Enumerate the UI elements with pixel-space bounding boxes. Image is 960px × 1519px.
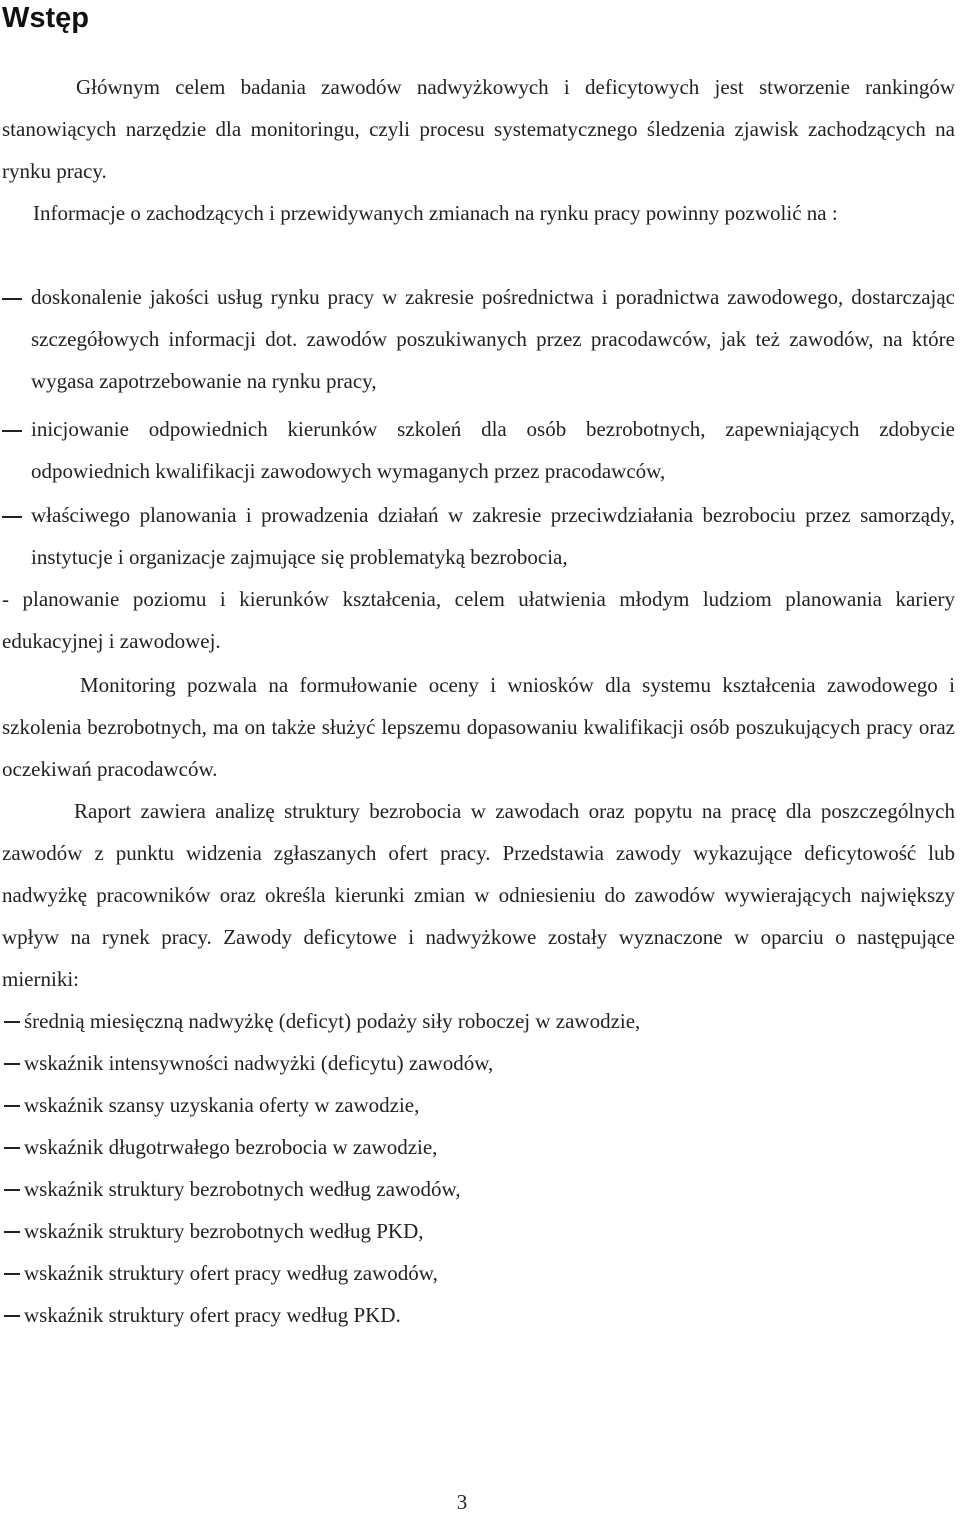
paragraph-monitoring: Monitoring pozwala na formułowanie oceny i wniosków dla systemu kształcenia zawodowego i szkolenia bezrobotnych, ma on także służyć lepszemu dopasowaniu kwalifikacji osób poszukujących pracy oraz oczekiwań pracodawców. bbox=[2, 673, 955, 781]
dash-bullet bbox=[4, 1273, 20, 1275]
dash-bullet bbox=[4, 1231, 20, 1233]
list-item bbox=[0, 1210, 960, 1252]
indicator-label: wskaźnik struktury ofert pracy według zawodów, bbox=[24, 1261, 438, 1285]
indicator-label: wskaźnik struktury ofert pracy według PKD. bbox=[24, 1303, 401, 1327]
dash-bullet bbox=[2, 516, 22, 518]
dash-bullet bbox=[4, 1021, 20, 1023]
dash-bullet bbox=[4, 1105, 20, 1107]
indicator-label: średnią miesięczną nadwyżkę (deficyt) podaży siły roboczej w zawodzie, bbox=[24, 1009, 641, 1033]
list-item bbox=[0, 1042, 960, 1084]
list-item bbox=[0, 1252, 960, 1294]
goal-item: inicjowanie odpowiednich kierunków szkoleń dla osób bezrobotnych, zapewniających zdobycie odpowiednich kwalifikacji zawodowych wymaganych przez pracodawców, bbox=[31, 417, 955, 483]
list-item bbox=[0, 1294, 960, 1336]
goal-item: właściwego planowania i prowadzenia działań w zakresie przeciwdziałania bezrobociu przez samorządy, instytucje i organizacje zajmujące się problematyką bezrobocia, bbox=[31, 503, 955, 569]
paragraph-report: Raport zawiera analizę struktury bezrobocia w zawodach oraz popytu na pracę dla poszczególnych zawodów z punktu widzenia zgłaszanych ofert pracy. Przedstawia zawody wykazujące deficytowość lub nadwyżkę pracowników oraz określa kierunki zmian w odniesieniu do zawodów wywierających największy wpływ na rynek pracy. Zawody deficytowe i nadwyżkowe zostały wyznaczone w oparciu o następujące mierniki: bbox=[2, 799, 955, 991]
indicator-label: wskaźnik struktury bezrobotnych według zawodów, bbox=[24, 1177, 461, 1201]
indicator-label: wskaźnik długotrwałego bezrobocia w zawodzie, bbox=[24, 1135, 438, 1159]
list-item bbox=[0, 1168, 960, 1210]
dash-bullet bbox=[4, 1063, 20, 1065]
goal-item: - planowanie poziomu i kierunków kształcenia, celem ułatwienia młodym ludziom planowania kariery edukacyjnej i zawodowej. bbox=[2, 587, 955, 653]
dash-bullet bbox=[2, 430, 22, 432]
dash-bullet bbox=[4, 1189, 20, 1191]
indicator-label: wskaźnik intensywności nadwyżki (deficytu) zawodów, bbox=[24, 1051, 494, 1075]
dash-bullet bbox=[4, 1315, 20, 1317]
list-item bbox=[0, 1000, 960, 1042]
goal-item: doskonalenie jakości usług rynku pracy w zakresie pośrednictwa i poradnictwa zawodowego, dostarczając szczegółowych informacji dot. zawodów poszukiwanych przez pracodawców, jak też zawodów, na które wygasa zapotrzebowanie na rynku pracy, bbox=[31, 285, 955, 393]
list-item bbox=[0, 1084, 960, 1126]
indicators-list bbox=[0, 1000, 960, 1336]
paragraph-intro: Głównym celem badania zawodów nadwyżkowych i deficytowych jest stworzenie rankingów stanowiących narzędzie dla monitoringu, czyli procesu systematycznego śledzenia zjawisk zachodzących na rynku pracy. bbox=[2, 75, 955, 183]
dash-bullet bbox=[4, 1147, 20, 1149]
dash-bullet bbox=[2, 298, 22, 300]
page-number: 3 bbox=[456, 1490, 468, 1514]
indicator-label: wskaźnik struktury bezrobotnych według PKD, bbox=[24, 1219, 424, 1243]
list-item bbox=[0, 1126, 960, 1168]
indicator-label: wskaźnik szansy uzyskania oferty w zawodzie, bbox=[24, 1093, 420, 1117]
page-title: Wstęp bbox=[2, 2, 89, 34]
paragraph-information: Informacje o zachodzących i przewidywanych zmianach na rynku pracy powinny pozwolić na : bbox=[33, 201, 838, 225]
